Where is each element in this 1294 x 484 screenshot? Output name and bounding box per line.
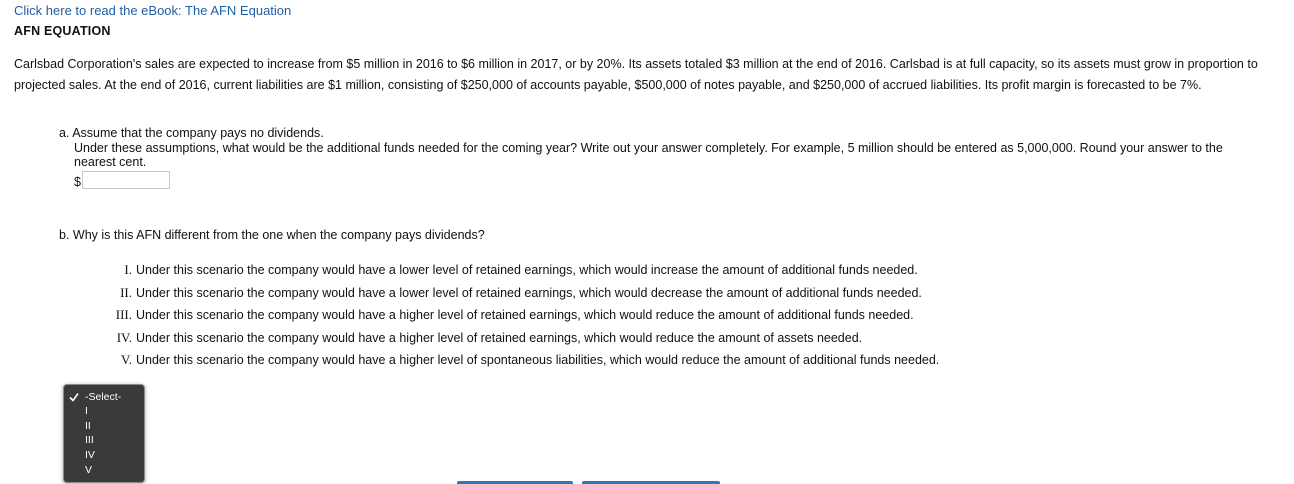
option-text: Under this scenario the company would have a lower level of retained earnings, which would decrease the amount of additional funds needed. [136,286,922,300]
part-a-prompt: a. Assume that the company pays no dividends. [59,126,324,140]
checkmark-icon [69,392,79,402]
option-numeral: I. [124,262,132,277]
option-text: Under this scenario the company would have a higher level of retained earnings, which would reduce the amount of assets needed. [136,331,863,345]
problem-intro: Carlsbad Corporation's sales are expected to increase from $5 million in 2016 to $6 million in 2017, or by 20%. Its assets totaled $3 million at the end of 2016. Carlsbad is at full capacity, so its assets must grow in proportion to projected sales. At the end of 2016, current liabilities are $1 million, consisting of $250,000 of accounts payable, $500,000 of notes payable, and $250,000 of accrued liabilities. Its profit margin is forecasted to be 7%. [14,57,1258,92]
afn-answer-input[interactable] [82,171,170,189]
dropdown-option-label: V [85,464,93,476]
option-text: Under this scenario the company would have a higher level of spontaneous liabilities, which would reduce the amount of additional funds needed. [136,353,940,367]
dropdown-option-label: I [85,405,88,417]
dropdown-option-label: III [85,434,94,446]
option-text: Under this scenario the company would have a lower level of retained earnings, which would increase the amount of additional funds needed. [136,263,918,277]
page-title: AFN EQUATION [14,24,111,38]
option-3 [110,308,914,322]
part-a-instructions: Under these assumptions, what would be the additional funds needed for the coming year? Write out your answer completely. For example, 5 million should be entered as 5,000,000. Round your answer to the nearest cent. [74,141,1223,169]
option-text: Under this scenario the company would have a higher level of retained earnings, which would reduce the amount of additional funds needed. [136,308,914,322]
dropdown-option-label: II [85,420,91,432]
dropdown-option-label: -Select- [85,391,122,403]
option-5 [110,353,939,367]
option-2 [110,286,922,300]
option-4 [110,331,862,345]
dropdown-option-iii[interactable] [64,433,144,447]
dropdown-option-label: IV [85,449,95,461]
option-1 [110,263,918,277]
answer-dropdown-menu[interactable] [63,384,145,483]
part-b-prompt: b. Why is this AFN different from the one when the company pays dividends? [59,228,485,242]
ebook-link[interactable]: Click here to read the eBook: The AFN Equation [14,3,292,18]
dropdown-option-select[interactable] [64,390,144,404]
option-numeral: III. [115,307,132,322]
dropdown-option-i[interactable] [64,404,144,418]
dropdown-option-ii[interactable] [64,419,144,433]
option-numeral: V. [121,352,132,367]
currency-symbol: $ [74,175,81,189]
option-numeral: IV. [116,330,132,345]
dropdown-option-v[interactable] [64,463,144,477]
option-numeral: II. [120,285,132,300]
dropdown-option-iv[interactable] [64,448,144,462]
